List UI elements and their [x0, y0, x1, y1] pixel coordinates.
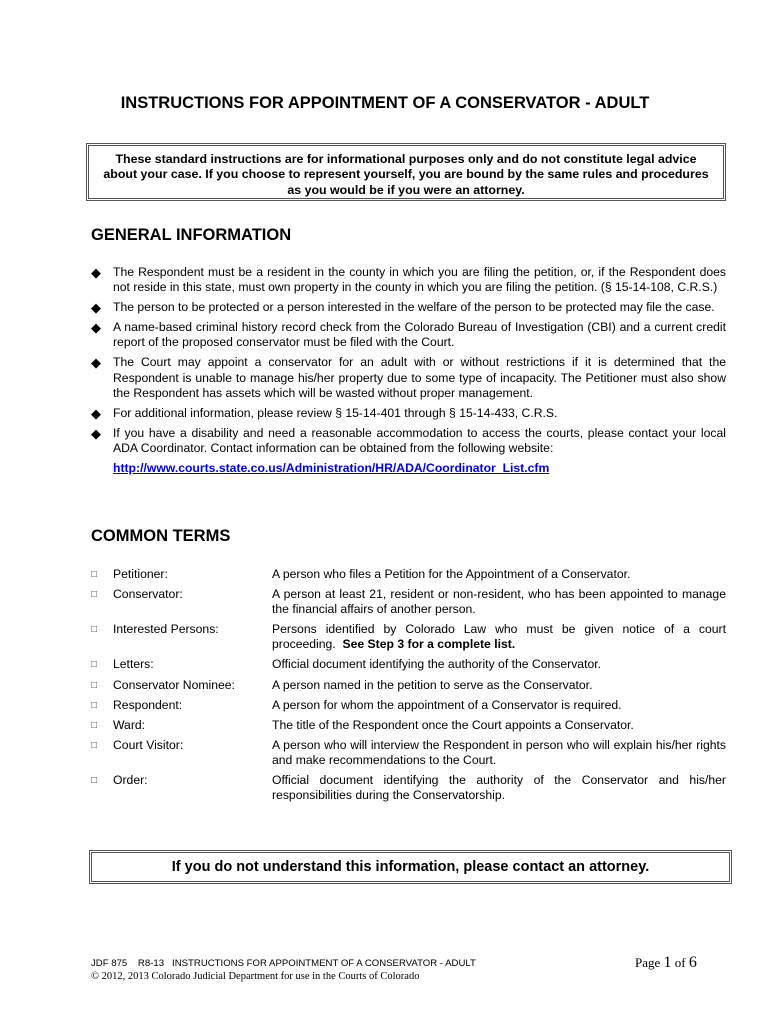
- list-item: ◆ If you have a disability and need a reasonable accommodation to access the courts, please contact your local ADA Coordinator. Contact information can be obtained from the following website: http://www.courts.state.co.us/Administration/HR/ADA/Coordinator_List.cfm: [91, 425, 726, 476]
- list-item: ◆ For additional information, please review § 15-14-401 through § 15-14-433, C.R.S.: [91, 405, 558, 421]
- term-definition-emphasis: See Step 3 for a complete list.: [342, 637, 516, 652]
- page-of: of: [674, 955, 686, 970]
- term-row: [91, 587, 726, 617]
- term-definition: A person who files a Petition for the Appointment of a Conservator.: [272, 567, 631, 581]
- common-terms-list: [91, 567, 726, 808]
- diamond-bullet-icon: ◆: [91, 320, 101, 336]
- term-definition-text: Persons identified by Colorado Law who must be given notice of a court proceeding.: [272, 622, 726, 652]
- term-name: Order:: [113, 773, 148, 788]
- term-row: [91, 718, 726, 733]
- term-name: Conservator:: [113, 587, 183, 602]
- checkbox-bullet-icon: □: [91, 659, 98, 671]
- term-name: Respondent:: [113, 697, 183, 712]
- footer-copyright: © 2012, 2013 Colorado Judicial Department for use in the Courts of Colorado: [91, 971, 420, 982]
- checkbox-bullet-icon: □: [91, 719, 98, 731]
- term-definition: Official document identifying the authority of the Conservator and his/her responsibilities during the Conservatorship.: [272, 773, 726, 803]
- term-row: [91, 567, 726, 582]
- checkbox-bullet-icon: □: [91, 589, 98, 601]
- disclaimer-box: These standard instructions are for informational purposes only and do not constitute legal advice about your case. If you choose to represent yourself, you are bound by the same rules and procedures as you would be if you were an attorney.: [86, 143, 726, 201]
- term-name: Interested Persons:: [113, 622, 219, 637]
- checkbox-bullet-icon: □: [91, 775, 98, 787]
- term-row: [91, 773, 726, 803]
- term-row: [91, 678, 726, 693]
- term-name: Letters:: [113, 657, 154, 672]
- general-information-list: [91, 265, 726, 481]
- term-definition: The title of the Respondent once the Court appoints a Conservator.: [272, 717, 634, 732]
- diamond-bullet-icon: ◆: [91, 405, 101, 421]
- term-row: [91, 738, 726, 768]
- footer-form-line: [91, 958, 476, 969]
- page-prefix: Page: [635, 955, 661, 970]
- footer-form-text: JDF 875 R8-13 INSTRUCTIONS FOR APPOINTMENT OF A CONSERVATOR - ADULT: [91, 958, 476, 969]
- list-item: ◆ The Respondent must be a resident in the county in which you are filing the petition, or, if the Respondent does not reside in this state, must own property in the county in which you are filing the petition. (§ 15-14-108, C.R.S.): [91, 265, 726, 295]
- diamond-bullet-icon: ◆: [91, 265, 101, 280]
- common-terms-heading: COMMON TERMS: [91, 527, 231, 545]
- page-total: 6: [688, 954, 697, 971]
- general-information-heading: GENERAL INFORMATION: [91, 226, 292, 244]
- checkbox-bullet-icon: □: [91, 739, 98, 751]
- term-name: Ward:: [113, 717, 146, 732]
- term-name: Conservator Nominee:: [113, 677, 235, 692]
- checkbox-bullet-icon: □: [91, 624, 98, 636]
- ada-coordinator-link[interactable]: http://www.courts.state.co.us/Administration/HR/ADA/Coordinator_List.cfm: [113, 461, 550, 476]
- term-definition: [272, 622, 726, 652]
- term-row: [91, 698, 726, 713]
- term-row: [91, 622, 726, 652]
- list-item: ◆ A name-based criminal history record check from the Colorado Bureau of Investigation (CBI) and a current credit report of the proposed conservator must be filed with the Court.: [91, 320, 726, 350]
- document-title: INSTRUCTIONS FOR APPOINTMENT OF A CONSERVATOR - ADULT: [120, 94, 650, 112]
- diamond-bullet-icon: ◆: [91, 300, 101, 316]
- diamond-bullet-icon: ◆: [91, 425, 101, 441]
- term-name: Court Visitor:: [113, 737, 184, 752]
- term-definition: A person for whom the appointment of a Conservator is required.: [272, 697, 622, 712]
- term-definition: Official document identifying the authority of the Conservator.: [272, 657, 602, 672]
- checkbox-bullet-icon: □: [91, 679, 98, 691]
- list-item: ◆ The Court may appoint a conservator for an adult with or without restrictions if it is determined that the Respondent is unable to manage his/her property due to some type of incapacity. The Petitioner must also show the Respondent has assets which will be wasted without proper management.: [91, 355, 726, 400]
- page-current: 1: [663, 954, 672, 971]
- diamond-bullet-icon: ◆: [91, 355, 101, 371]
- term-name: Petitioner:: [113, 567, 168, 581]
- term-definition: A person who will interview the Respondent in person who will explain his/her rights and make recommendations to the Court.: [272, 737, 726, 767]
- term-row: [91, 657, 726, 672]
- term-definition: A person at least 21, resident or non-resident, who has been appointed to manage the financial affairs of another person.: [272, 587, 726, 617]
- contact-attorney-notice: If you do not understand this information, please contact an attorney.: [89, 850, 732, 884]
- list-item: ◆ The person to be protected or a person interested in the welfare of the person to be protected may file the case.: [91, 300, 715, 316]
- term-definition: A person named in the petition to serve as the Conservator.: [272, 677, 593, 692]
- page-number: [635, 954, 697, 972]
- checkbox-bullet-icon: □: [91, 699, 98, 711]
- checkbox-bullet-icon: □: [91, 569, 98, 580]
